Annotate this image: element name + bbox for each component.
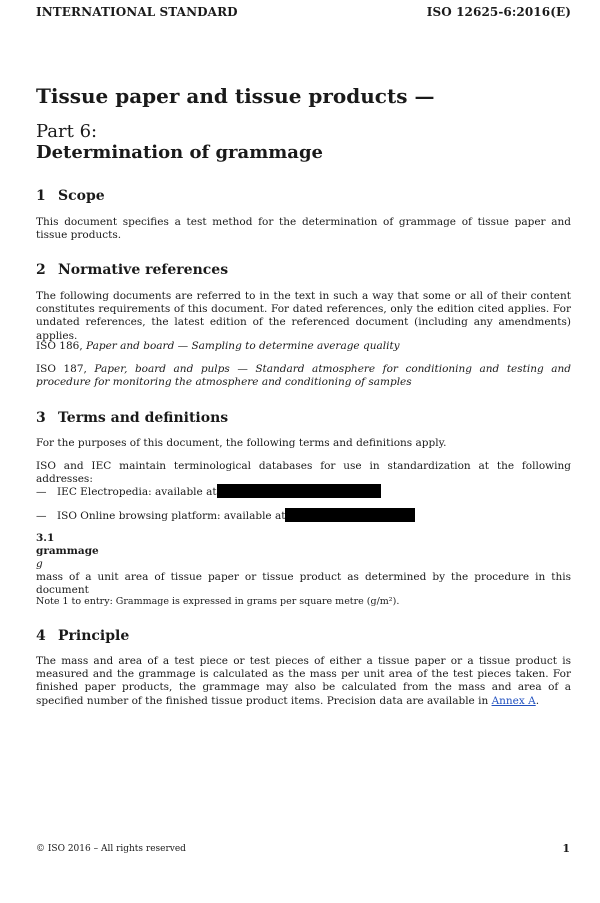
reference-id: ISO 187, — [36, 363, 95, 375]
section-number: 1 — [36, 188, 46, 204]
section-heading-principle — [36, 628, 129, 644]
term-note: Note 1 to entry: Grammage is expressed in grams per square metre (g/m²). — [36, 596, 400, 607]
list-item-text: ISO Online browsing platform: available at — [57, 510, 286, 522]
list-dash: — — [36, 486, 47, 498]
reference-title: Paper and board — Sampling to determine average quality — [86, 340, 400, 352]
document-subtitle: Determination of grammage — [36, 142, 323, 163]
list-item-iso-obp — [36, 508, 415, 522]
redacted-url — [217, 484, 381, 498]
footer-copyright: © ISO 2016 – All rights reserved — [36, 844, 186, 854]
section-title: Scope — [58, 188, 105, 204]
principle-end: . — [535, 694, 540, 707]
document-title: Tissue paper and tissue products — — [36, 84, 435, 108]
annex-a-link[interactable]: Annex A — [491, 694, 536, 707]
section-heading-scope — [36, 188, 105, 204]
reference-iso-187 — [36, 363, 571, 389]
reference-id: ISO 186, — [36, 340, 87, 352]
section-heading-normative-references — [36, 262, 228, 278]
terms-intro: For the purposes of this document, the following terms and definitions apply. — [36, 437, 447, 449]
page-number: 1 — [562, 842, 570, 855]
list-item-iec-electropedia — [36, 484, 381, 498]
header-standard-number: ISO 12625-6:2016(E) — [426, 5, 571, 19]
term-name: grammage — [36, 545, 99, 557]
section-title: Principle — [58, 628, 130, 644]
section-title: Normative references — [58, 262, 229, 278]
terms-iso-iec: ISO and IEC maintain terminological databases for use in standardization at the following addresses: — [36, 460, 571, 486]
section-heading-terms-and-definitions — [36, 410, 228, 426]
term-symbol: g — [36, 558, 43, 570]
normative-paragraph: The following documents are referred to in the text in such a way that some or all of their content constitutes requirements of this document. For dated references, only the edition cited applies. For undated references, the latest edition of the referenced document (including any amendments) applies. — [36, 290, 571, 342]
header-standard-type: INTERNATIONAL STANDARD — [36, 5, 238, 19]
list-item-text: IEC Electropedia: available at — [57, 486, 217, 498]
reference-iso-186 — [36, 340, 571, 353]
term-number: 3.1 — [36, 532, 55, 544]
section-number: 3 — [36, 410, 46, 426]
list-dash: — — [36, 510, 47, 522]
scope-paragraph: This document specifies a test method for the determination of grammage of tissue paper and tissue products. — [36, 216, 571, 242]
principle-text: The mass and area of a test piece or test pieces of either a tissue paper or a tissue product is measured and the grammage is calculated as the mass per unit area of the test pieces taken. For finished paper products, the grammage may also be calculated from the mass and area of a specified number of the finished tissue product items. Precision data are available in — [36, 655, 571, 707]
reference-title: Paper, board and pulps — Standard atmosphere for conditioning and testing and procedure for monitoring the atmosphere and conditioning of samples — [36, 363, 571, 389]
part-label: Part 6: — [36, 121, 98, 142]
term-definition: mass of a unit area of tissue paper or tissue product as determined by the procedure in this document — [36, 571, 571, 597]
section-number: 4 — [36, 628, 46, 644]
redacted-url — [285, 508, 415, 522]
principle-paragraph — [36, 655, 571, 708]
section-title: Terms and definitions — [58, 410, 229, 426]
section-number: 2 — [36, 262, 46, 278]
